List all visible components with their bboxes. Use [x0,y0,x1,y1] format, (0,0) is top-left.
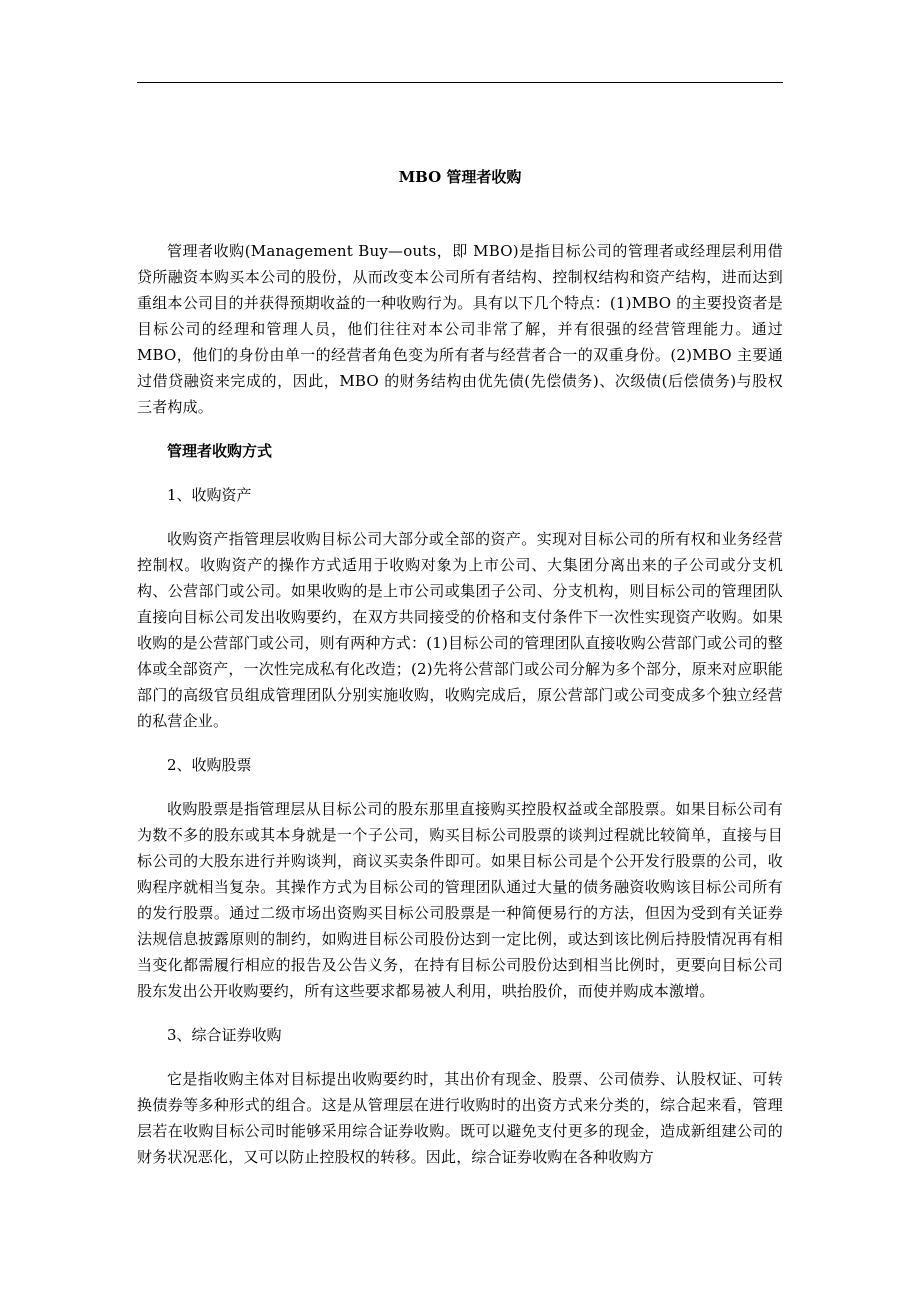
subsection-heading-securities: 3、综合证券收购 [167,1026,282,1044]
subsection-body-assets: 收购资产指管理层收购目标公司大部分或全部的资产。实现对目标公司的所有权和业务经营控制权。收购资产的操作方式适用于收购对象为上市公司、大集团分离出来的子公司或分支机构、公营部门或公司。如果收购的是上市公司或集团子公司、分支机构，则目标公司的管理团队直接向目标公司发出收购要约，在双方共同接受的价格和支付条件下一次性实现资产收购。如果收购的是公营部门或公司，则有两种方式：(1)目标公司的管理团队直接收购公营部门或公司的整体或全部资产，一次性完成私有化改造；(2)先将公营部门或公司分解为多个部分，原来对应职能部门的高级官员组成管理团队分别实施收购，收购完成后，原公营部门或公司变成多个独立经营的私营企业。 [137,530,783,730]
subsection-heading-stocks: 2、收购股票 [167,756,252,774]
document-body [137,164,783,1170]
section-heading: 管理者收购方式 [167,442,273,460]
header-rule [137,82,783,83]
subsection-body-securities: 它是指收购主体对目标提出收购要约时，其出价有现金、股票、公司债券、认股权证、可转换债券等多种形式的组合。这是从管理层在进行收购时的出资方式来分类的，综合起来看，管理层若在收购目标公司时能够采用综合证券收购。既可以避免支付更多的现金，造成新组建公司的财务状况恶化，又可以防止控股权的转移。因此，综合证券收购在各种收购方 [137,1070,783,1166]
subsection-body-stocks: 收购股票是指管理层从目标公司的股东那里直接购买控股权益或全部股票。如果目标公司有为数不多的股东或其本身就是一个子公司，购买目标公司股票的谈判过程就比较简单，直接与目标公司的大股东进行并购谈判，商议买卖条件即可。如果目标公司是个公开发行股票的公司，收购程序就相当复杂。其操作方式为目标公司的管理团队通过大量的债务融资收购该目标公司所有的发行股票。通过二级市场出资购买目标公司股票是一种简便易行的方法，但因为受到有关证券法规信息披露原则的制约，如购进目标公司股份达到一定比例，或达到该比例后持股情况再有相当变化都需履行相应的报告及公告义务，在持有目标公司股份达到相当比例时，更要向目标公司股东发出公开收购要约，所有这些要求都易被人利用，哄抬股价，而使并购成本激增。 [137,800,783,1000]
subsection-heading-assets: 1、收购资产 [167,486,252,504]
document-title: MBO 管理者收购 [398,168,522,186]
intro-paragraph: 管理者收购(Management Buy—outs，即 MBO)是指目标公司的管理者或经理层利用借贷所融资本购买本公司的股份，从而改变本公司所有者结构、控制权结构和资产结构，进而达到重组本公司目的并获得预期收益的一种收购行为。具有以下几个特点：(1)MBO 的主要投资者是目标公司的经理和管理人员，他们往往对本公司非常了解，并有很强的经营管理能力。通过 MBO，他们的身份由单一的经营者角色变为所有者与经营者合一的双重身份。(2)MBO 主要通过借贷融资来完成的，因此，MBO 的财务结构由优先债(先偿债务)、次级债(后偿债务)与股权三者构成。 [137,242,783,416]
